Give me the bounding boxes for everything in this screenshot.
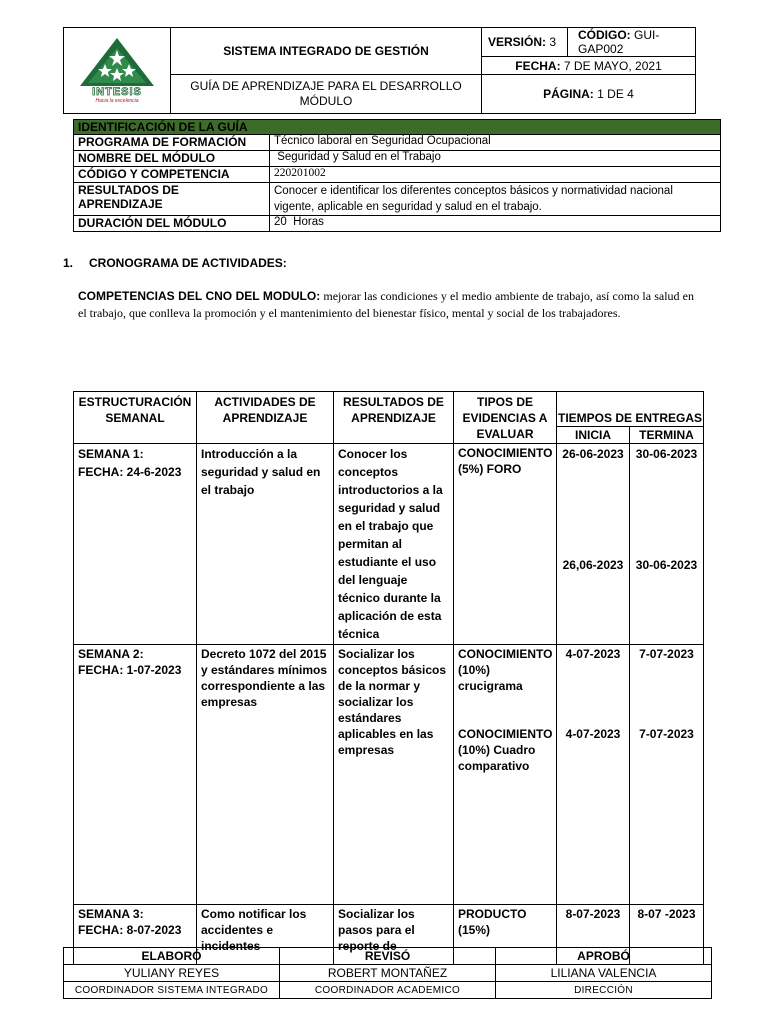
date-label: FECHA:	[515, 58, 561, 73]
star-triangle-icon	[76, 36, 158, 90]
header-activities: ACTIVIDADES DE APRENDIZAJE	[197, 392, 334, 444]
week-3-activity: Como notificar los accidentes e incidentes	[197, 905, 334, 965]
logo-tagline: Hacia la excelencia	[95, 97, 139, 104]
guide-title-line1: GUÍA DE APRENDIZAJE PARA EL DESARROLLO	[190, 79, 462, 93]
page-value: 1 DE 4	[597, 87, 634, 101]
competencies-paragraph	[78, 288, 694, 322]
code-competence-value: 220201002	[270, 167, 721, 183]
version-label: VERSIÓN:	[488, 35, 547, 49]
table-row	[74, 135, 721, 151]
week-2-evidence-2: CONOCIMIENTO (10%) Cuadro comparativo	[458, 727, 553, 773]
module-name-label: NOMBRE DEL MÓDULO	[74, 151, 270, 167]
header-delivery-times: TIEMPOS DE ENTREGAS	[557, 392, 704, 427]
intesis-logo	[76, 36, 158, 106]
footer-name-prepared: YULIANY REYES	[64, 965, 280, 982]
week-1-result: Conocer los conceptos introductorios a la seguridad y salud en el trabajo que permitan al estudiante el uso del lenguaje técnico durante la aplicación de esta técnica	[334, 444, 454, 645]
week-2-end	[630, 645, 704, 905]
week-3-label: SEMANA 3:	[78, 907, 144, 921]
week-1-activity: Introducción a la seguridad y salud en el trabajo	[197, 444, 334, 645]
guide-title-line2: MÓDULO	[299, 94, 353, 108]
week-1-date: FECHA: 24-6-2023	[78, 465, 182, 479]
week-2-evidence	[454, 645, 557, 905]
week-3-date: FECHA: 8-07-2023	[78, 923, 182, 937]
week-2-start-2: 4-07-2023	[565, 727, 621, 741]
week-1-end-1: 30-06-2023	[635, 447, 698, 461]
week-1-end-2: 30-06-2023	[635, 558, 698, 572]
section-title-text: CRONOGRAMA DE ACTIVIDADES:	[89, 256, 287, 270]
table-row	[74, 645, 704, 905]
week-1-evidence: CONOCIMIENTO (5%) FORO	[454, 444, 557, 645]
duration-value: 20 Horas	[270, 216, 721, 232]
system-title: SISTEMA INTEGRADO DE GESTIÓN	[171, 28, 482, 75]
footer-header-reviewed: REVISÓ	[280, 948, 496, 965]
module-name-value: Seguridad y Salud en el Trabajo	[270, 151, 721, 167]
week-2-date: FECHA: 1-07-2023	[78, 663, 182, 677]
identification-band: IDENTIFICACIÓN DE LA GUÍA	[74, 120, 721, 135]
footer-role-approved: DIRECCIÓN	[496, 982, 712, 999]
version-cell	[482, 28, 568, 57]
header-week: ESTRUCTURACIÓN SEMANAL	[74, 392, 197, 444]
guide-title	[171, 75, 482, 114]
week-2-end-1: 7-07-2023	[639, 647, 694, 661]
document-header	[63, 27, 696, 114]
version-value: 3	[549, 35, 557, 49]
header-end: TERMINA	[630, 426, 704, 443]
footer-name-approved: LILIANA VALENCIA	[496, 965, 712, 982]
logo-cell	[64, 28, 171, 114]
program-label: PROGRAMA DE FORMACIÓN	[74, 135, 270, 151]
learning-results-label: RESULTADOS DE APRENDIZAJE	[74, 183, 270, 216]
header-start: INICIA	[557, 426, 630, 443]
page-cell	[482, 75, 696, 114]
approval-footer	[63, 947, 712, 999]
duration-label: DURACIÓN DEL MÓDULO	[74, 216, 270, 232]
learning-results-value: Conocer e identificar los diferentes conceptos básicos y normatividad nacional vigente, aplicable en seguridad y salud en el trabajo.	[270, 183, 721, 216]
competencies-label: COMPETENCIAS DEL CNO DEL MODULO:	[78, 289, 321, 303]
footer-role-prepared: COORDINADOR SISTEMA INTEGRADO	[64, 982, 280, 999]
identification-table	[73, 119, 721, 232]
week-2-result: Socializar los conceptos básicos de la normar y socializar los estándares aplicables en las empresas	[334, 645, 454, 905]
week-1-start-1: 26-06-2023	[562, 447, 624, 461]
week-2-end-2: 7-07-2023	[639, 727, 694, 741]
competencies-text: mejorar las condiciones y el medio ambiente de trabajo, así como la salud en el trabajo, que conlleva la promoción y el mantenimiento del bienestar físico, mental y social de los trabajadores.	[78, 289, 695, 320]
table-row	[74, 183, 721, 216]
footer-header-prepared: ELABORÓ	[64, 948, 280, 965]
date-cell	[482, 57, 696, 75]
week-1-start-2: 26,06-2023	[562, 558, 624, 572]
week-2-start-1: 4-07-2023	[565, 647, 621, 661]
week-2-start	[557, 645, 630, 905]
code-competence-label: CÓDIGO Y COMPETENCIA	[74, 167, 270, 183]
date-value: 7 DE MAYO, 2021	[563, 58, 662, 73]
week-2-cell	[74, 645, 197, 905]
footer-name-reviewed: ROBERT MONTAÑEZ	[280, 965, 496, 982]
week-3-result: Socializar los pasos para el reporte de	[334, 905, 454, 965]
table-row	[74, 151, 721, 167]
table-row	[74, 444, 704, 645]
footer-header-approved: APROBÓ	[496, 948, 712, 965]
table-row	[74, 216, 721, 232]
week-1-end	[630, 444, 704, 645]
week-3-end: 8-07 -2023	[630, 905, 704, 965]
program-value: Técnico laboral en Seguridad Ocupacional	[270, 135, 721, 151]
code-cell	[568, 28, 696, 57]
week-3-evidence: PRODUCTO (15%)	[454, 905, 557, 965]
week-2-activity: Decreto 1072 del 2015 y estándares mínimos correspondiente a las empresas	[197, 645, 334, 905]
week-1-cell	[74, 444, 197, 645]
section-number: 1.	[63, 256, 74, 270]
code-value: GUI-GAP002	[578, 28, 660, 56]
week-2-label: SEMANA 2:	[78, 647, 144, 661]
table-row	[74, 167, 721, 183]
page-label: PÁGINA:	[543, 87, 594, 101]
schedule-table-container	[73, 391, 703, 953]
week-3-start: 8-07-2023	[557, 905, 630, 965]
section-title	[63, 256, 287, 270]
code-label: CÓDIGO:	[578, 28, 631, 42]
week-1-start	[557, 444, 630, 645]
schedule-table	[73, 391, 704, 965]
footer-role-reviewed: COORDINADOR ACADEMICO	[280, 982, 496, 999]
header-results: RESULTADOS DE APRENDIZAJE	[334, 392, 454, 444]
week-1-label: SEMANA 1:	[78, 447, 144, 461]
logo-wordmark: INTESIS	[92, 85, 142, 98]
header-evidence: TIPOS DE EVIDENCIAS A EVALUAR	[454, 392, 557, 444]
week-2-evidence-1: CONOCIMIENTO (10%) crucigrama	[458, 647, 553, 693]
